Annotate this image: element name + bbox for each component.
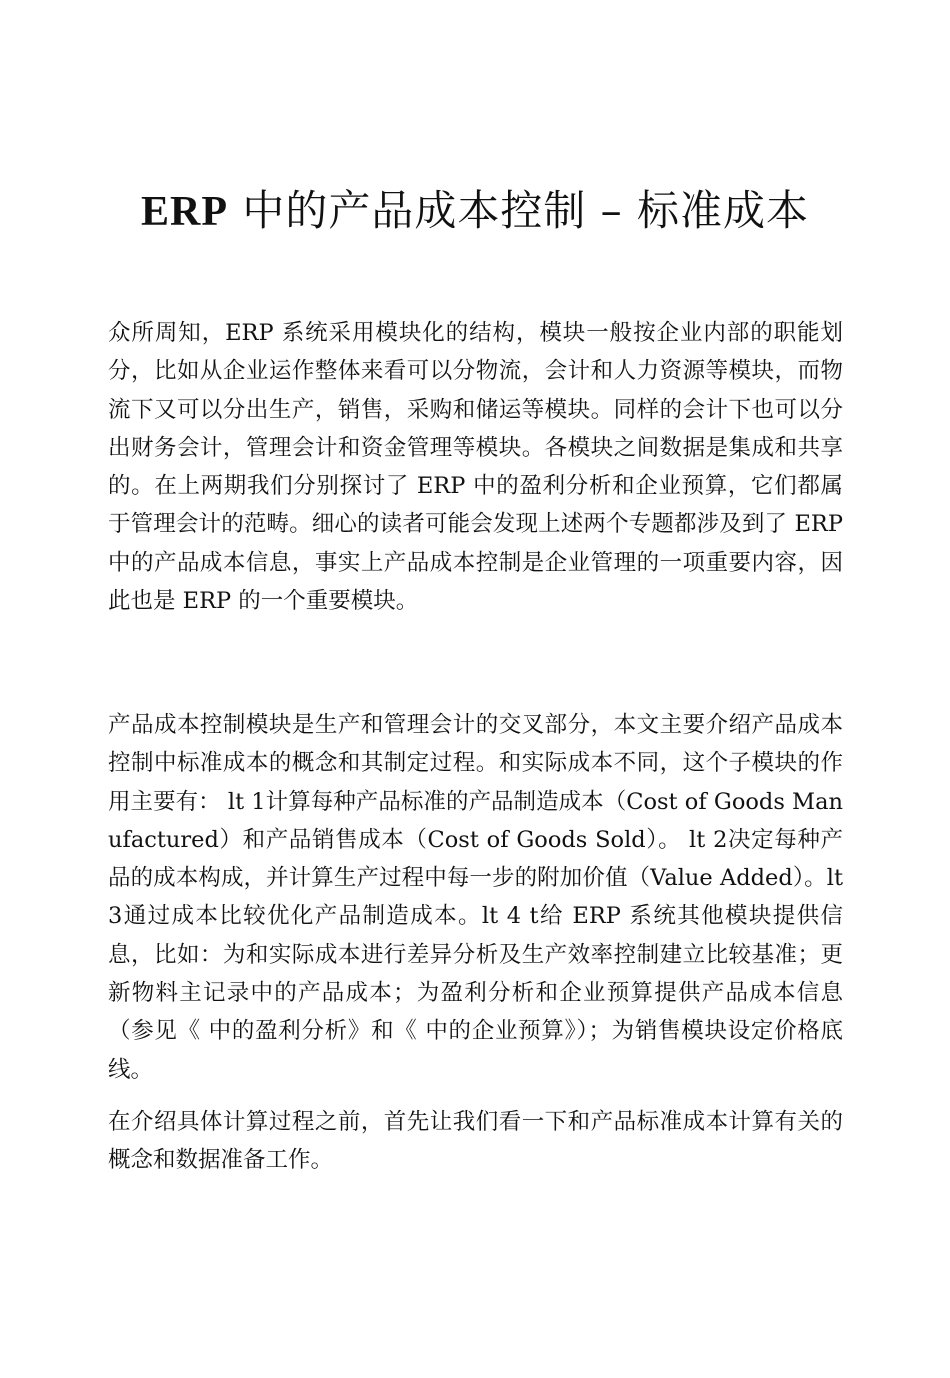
paragraph-1-block bbox=[108, 314, 843, 620]
document-title bbox=[0, 183, 950, 240]
title-text: 中的产品成本控制 – 标准成本 bbox=[227, 186, 810, 235]
title-erp: ERP bbox=[140, 189, 228, 235]
paragraph-1: 众所周知，ERP 系统采用模块化的结构，模块一般按企业内部的职能划分，比如从企业运作整体来看可以分物流，会计和人力资源等模块，而物流下又可以分出生产，销售，采购和储运等模块。同样的会计下也可以分出财务会计，管理会计和资金管理等模块。各模块之间数据是集成和共享的。在上两期我们分别探讨了 ERP 中的盈利分析和企业预算，它们都属于管理会计的范畴。细心的读者可能会发现上述两个专题都涉及到了 ERP 中的产品成本信息，事实上产品成本控制是企业管理的一项重要内容，因此也是 ERP 的一个重要模块。 bbox=[108, 320, 843, 615]
paragraph-3: 在介绍具体计算过程之前，首先让我们看一下和产品标准成本计算有关的概念和数据准备工作。 bbox=[108, 1109, 843, 1174]
paragraph-3-block bbox=[108, 1103, 843, 1180]
paragraph-2: 产品成本控制模块是生产和管理会计的交叉部分，本文主要介绍产品成本控制中标准成本的概念和其制定过程。和实际成本不同，这个子模块的作用主要有： lt 1计算每种产品标准的产品制造成本（Cost of Goods Manufactured）和产品销售成本（Cost of Goods Sold）。 lt 2决定每种产品的成本构成，并计算生产过程中每一步的附加价值（Value Added）。lt 3通过成本比较优化产品制造成本。lt 4 t给 ERP 系统其他模块提供信息，比如：为和实际成本进行差异分析及生产效率控制建立比较基准；更新物料主记录中的产品成本；为盈利分析和企业预算提供产品成本信息（参见《 中的盈利分析》和《 中的企业预算》）；为销售模块设定价格底线。 bbox=[108, 712, 843, 1083]
paragraph-2-block bbox=[108, 706, 843, 1089]
